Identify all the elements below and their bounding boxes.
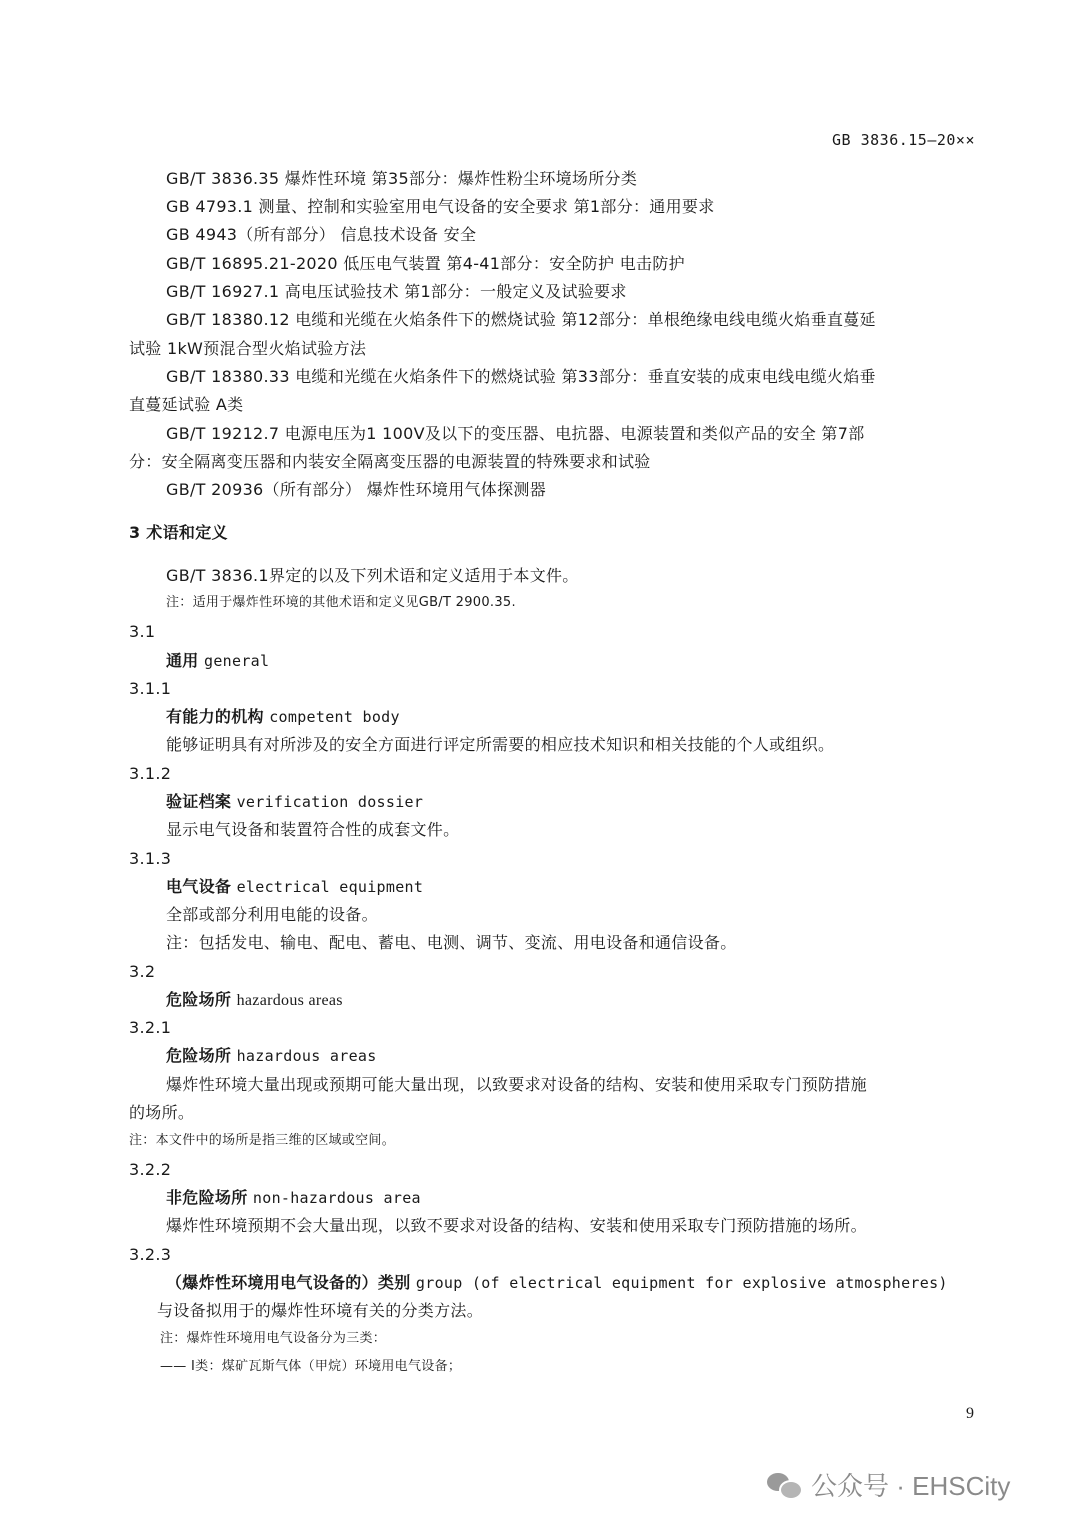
reference-item: GB 4793.1 测量、控制和实验室用电气设备的安全要求 第1部分：通用要求 — [166, 197, 715, 216]
reference-item: GB/T 20936（所有部分） 爆炸性环境用气体探测器 — [166, 480, 547, 499]
term-note: 注：本文件中的场所是指三维的区域或空间。 — [129, 1133, 396, 1148]
term-note: 注：包括发电、输电、配电、蓄电、电测、调节、变流、用电设备和通信设备。 — [166, 933, 737, 952]
intro-note: 注：适用于爆炸性环境的其他术语和定义见GB/T 2900.35. — [166, 595, 516, 610]
term-zh: 有能力的机构 — [166, 707, 264, 726]
section-heading: 3 术语和定义 — [129, 523, 228, 542]
clause-number: 3.2.3 — [129, 1245, 172, 1264]
term-title — [166, 877, 423, 897]
term-zh: 电气设备 — [166, 877, 232, 896]
term-zh: 非危险场所 — [166, 1188, 248, 1207]
reference-item: GB/T 19212.7 电源电压为1 100V及以下的变压器、电抗器、电源装置和类似产品的安全 第7部 — [166, 424, 865, 443]
term-definition: 显示电气设备和装置符合性的成套文件。 — [166, 820, 460, 839]
term-title — [166, 990, 343, 1011]
clause-number: 3.1 — [129, 622, 156, 641]
clause-number: 3.2.1 — [129, 1018, 172, 1037]
term-zh: （爆炸性环境用电气设备的）类别 — [166, 1273, 411, 1292]
term-en: hazardous areas — [236, 1047, 377, 1065]
clause-number: 3.2 — [129, 962, 156, 981]
term-en: verification dossier — [236, 793, 424, 811]
clause-number: 3.1.2 — [129, 764, 172, 783]
clause-number: 3.1.1 — [129, 679, 172, 698]
term-definition: 全部或部分利用电能的设备。 — [166, 905, 378, 924]
term-title — [166, 707, 400, 727]
term-en: non-hazardous area — [252, 1189, 421, 1207]
reference-item-continuation: 试验 1kW预混合型火焰试验方法 — [129, 339, 367, 358]
term-definition: 爆炸性环境大量出现或预期可能大量出现，以致要求对设备的结构、安装和使用采取专门预防措施 — [166, 1075, 867, 1094]
document-code-header: GB 3836.15—20×× — [832, 131, 975, 149]
term-zh: 验证档案 — [166, 792, 232, 811]
term-en: general — [204, 652, 270, 670]
term-definition-continuation: 的场所。 — [129, 1103, 195, 1122]
clause-number: 3.1.3 — [129, 849, 172, 868]
term-zh: 危险场所 — [166, 1046, 232, 1065]
reference-item: GB/T 3836.35 爆炸性环境 第35部分：爆炸性粉尘环境场所分类 — [166, 169, 638, 188]
clause-number: 3.2.2 — [129, 1160, 172, 1179]
term-title — [166, 651, 269, 671]
watermark — [767, 1466, 1010, 1503]
term-title — [166, 792, 423, 812]
term-definition: 能够证明具有对所涉及的安全方面进行评定所需要的相应技术知识和相关技能的个人或组织。 — [166, 735, 835, 754]
term-note: 注：爆炸性环境用电气设备分为三类： — [160, 1331, 387, 1346]
reference-item-continuation: 分：安全隔离变压器和内装安全隔离变压器的电源装置的特殊要求和试验 — [129, 452, 651, 471]
term-en: hazardous areas — [236, 992, 343, 1009]
page-number: 9 — [966, 1405, 974, 1422]
reference-item: GB/T 16895.21-2020 低压电气装置 第4-41部分：安全防护 电击防护 — [166, 254, 685, 273]
reference-item: GB/T 18380.33 电缆和光缆在火焰条件下的燃烧试验 第33部分：垂直安装的成束电线电缆火焰垂 — [166, 367, 876, 386]
term-en: electrical equipment — [236, 878, 424, 896]
term-zh: 通用 — [166, 651, 199, 670]
watermark-text: 公众号 · EHSCity — [811, 1471, 1011, 1501]
term-title — [166, 1188, 421, 1208]
term-title — [166, 1273, 948, 1293]
wechat-icon — [767, 1471, 801, 1499]
term-note-item: —— I类：煤矿瓦斯气体（甲烷）环境用电气设备； — [160, 1359, 462, 1374]
section-intro: GB/T 3836.1界定的以及下列术语和定义适用于本文件。 — [166, 566, 579, 585]
term-en: group (of electrical equipment for explosive atmospheres) — [415, 1274, 948, 1292]
reference-item: GB/T 18380.12 电缆和光缆在火焰条件下的燃烧试验 第12部分：单根绝缘电线电缆火焰垂直蔓延 — [166, 310, 876, 329]
term-definition: 爆炸性环境预期不会大量出现，以致不要求对设备的结构、安装和使用采取专门预防措施的场所。 — [166, 1216, 867, 1235]
reference-item-continuation: 直蔓延试验 A类 — [129, 395, 244, 414]
term-zh: 危险场所 — [166, 990, 232, 1009]
reference-item: GB 4943（所有部分） 信息技术设备 安全 — [166, 225, 477, 244]
term-en: competent body — [269, 708, 400, 726]
reference-item: GB/T 16927.1 高电压试验技术 第1部分：一般定义及试验要求 — [166, 282, 627, 301]
term-title — [166, 1046, 377, 1066]
term-definition: 与设备拟用于的爆炸性环境有关的分类方法。 — [157, 1301, 484, 1320]
